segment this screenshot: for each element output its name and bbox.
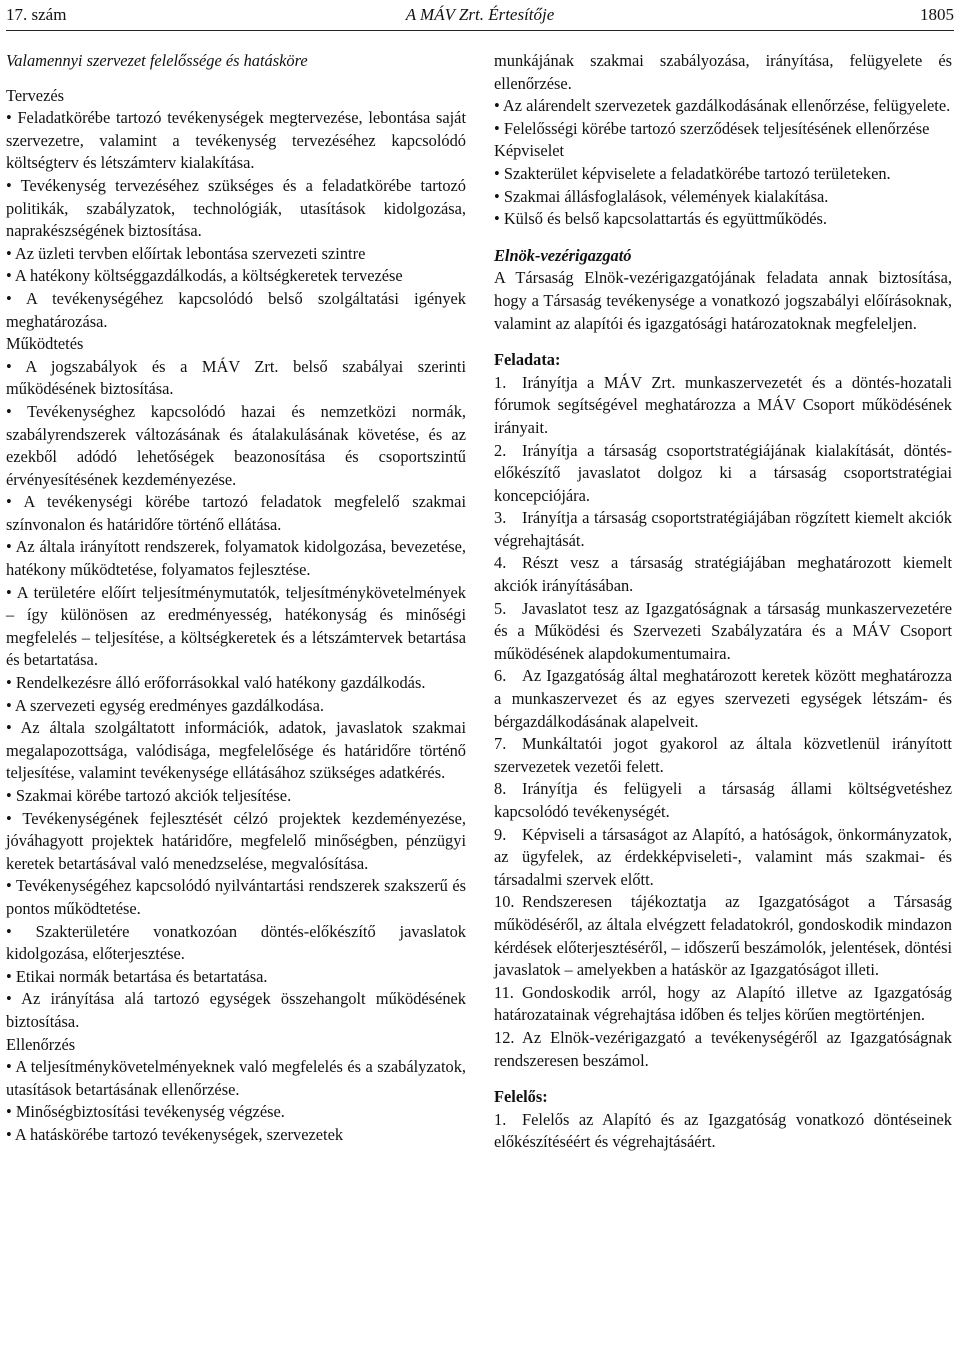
subsection-title: Tervezés [6,85,64,105]
item-text: Képviseli a társaságot az Alapító, a hatóságok, önkormányzatok, az ügyfelek, az érdekképviseleti-, valamint más szakmai- és társadalmi szervek előtt. [494,824,952,889]
subsection-title: Működtetés [6,334,84,354]
spacer [494,231,952,245]
item-text: Gondoskodik arról, hogy az Alapító illetve az Igazgatóság határozatainak végrehajtása időben és teljes körűen megtörténjen. [494,982,952,1025]
section-heading: Valamennyi szervezet felelőssége és hatásköre [6,51,308,70]
item-text: Az Elnök-vezérigazgató a tevékenységéről az Igazgatóságnak rendszeresen beszámol. [494,1027,952,1070]
numbered-item [494,982,952,1027]
section-heading: Feladata: [494,350,561,370]
item-text: Az Igazgatóság által meghatározott keretek között meghatározza a munkaszervezet és az egyes szervezeti egységek létszám- és bérgazdálkodásának alapelveit. [494,666,952,731]
item-number: 9. [494,824,507,844]
paragraph: • Tevékenységéhez kapcsolódó nyilvántartási rendszerek szakszerű és pontos működtetése. [6,876,466,918]
paragraph: A Társaság Elnök-vezérigazgatójának feladata annak biztosítása, hogy a Társaság tevékenysége a vonatkozó jogszabályi előírásoknak, valamint az alapítói és igazgatósági határozatoknak megfeleljen. [494,268,952,333]
paragraph: • Szakmai állásfoglalások, vélemények kialakítása. [494,186,829,206]
item-text: Irányítja és felügyeli a társaság állami költségvetéshez kapcsolódó tevékenységét. [494,779,952,821]
item-number: 7. [494,734,507,754]
right-column [494,50,952,1154]
item-text: Irányítja a társaság csoportstratégiájában rögzített kiemelt akciók végrehajtását. [494,508,952,550]
paragraph: • A teljesítménykövetelményeknek való megfelelés és a szabályzatok, utasítások betartásának ellenőrzése. [6,1057,466,1099]
paragraph: • Tevékenység tervezéséhez szükséges és a feladatkörébe tartozó politikák, szabályzatok, technológiák, utasítások kidolgozása, naprakészségének biztosítása. [6,175,466,241]
item-text: Munkáltatói jogot gyakorol az általa közvetlenül irányított szervezetek vezetői felett. [494,734,952,776]
item-number: 12. [494,1027,515,1047]
left-column [6,50,466,1147]
item-number: 2. [494,440,507,460]
page-number: 1805 [920,5,954,24]
paragraph: • A területére előírt teljesítménymutatók, teljesítménykövetelmények – így különösen az eredményesség, hatékonyság és minőségi megfelelés – teljesítése, a költségkeretek és a létszámtervek betartása és betartatása. [6,582,466,670]
numbered-item [494,824,952,892]
item-text: Javaslatot tesz az Igazgatóságnak a társaság munkaszervezetére és a Működési és Szervezeti Szabályzatára és a MÁV Csoport működésének alapdokumentumaira. [494,598,952,663]
item-text: Irányítja a MÁV Zrt. munkaszervezetét és a döntés-hozatali fórumok segítségével meghatározza a MÁV Csoport működésének irányait. [494,372,952,437]
paragraph: • Külső és belső kapcsolattartás és együttműködés. [494,209,828,229]
paragraph: • A szervezeti egység eredményes gazdálkodása. [6,695,324,715]
header-rule [6,30,954,31]
paragraph: • Tevékenységhez kapcsolódó hazai és nemzetközi normák, szabályrendszerek változásának és átalakulásának követése, és az ezekből adódó lehetőségek beazonosítása és csoportszintű érvényesítésének kezdeményezése. [6,401,466,489]
paragraph: munkájának szakmai szabályozása, irányítása, felügyelete és ellenőrzése. [494,51,952,93]
paragraph: • A tevékenységéhez kapcsolódó belső szolgáltatási igények meghatározása. [6,288,466,331]
spacer [494,1072,952,1086]
section-heading: Felelős: [494,1087,548,1107]
paragraph: • A hatékony költséggazdálkodás, a költségkeretek tervezése [6,266,403,286]
item-number: 11. [494,982,514,1002]
item-number: 8. [494,779,507,799]
numbered-item [494,507,952,552]
paragraph: • Az üzleti tervben előírtak lebontása szervezeti szintre [6,243,366,263]
paragraph: • Etikai normák betartása és betartatása. [6,966,268,986]
paragraph: • Tevékenységének fejlesztését célzó projektek kezdeményezése, jóváhagyott projektek határidőre, megfelelő minőségben, pénzügyi keretek betartásával való menedzselése, megvalósítása. [6,808,466,873]
item-text: Felelős az Alapító és az Igazgatóság vonatkozó döntéseinek előkészítéséért és végrehajtásáért. [494,1109,952,1152]
issue-number: 17. szám [6,5,67,24]
item-text: Részt vesz a társaság stratégiájában meghatározott kiemelt akciók irányításában. [494,553,952,596]
paragraph: • Rendelkezésre álló erőforrásokkal való hatékony gazdálkodás. [6,673,426,693]
numbered-item [494,372,952,440]
item-number: 4. [494,553,507,573]
numbered-item [494,778,952,823]
page-header [6,4,954,28]
paragraph: • Felelősségi körébe tartozó szerződések teljesítésének ellenőrzése [494,118,930,138]
paragraph: • A jogszabályok és a MÁV Zrt. belső szabályai szerinti működésének biztosítása. [6,356,466,399]
paragraph: • Az általa szolgáltatott információk, adatok, javaslatok szakmai megalapozottsága, valódisága, megfelelősége és határidőre történő teljesítése, valamint tevékenysége ellátásához szükséges adatkérés. [6,718,466,783]
spacer [494,335,952,349]
numbered-item [494,665,952,733]
item-text: Irányítja a társaság csoportstratégiájának kialakítását, döntés-előkészítő javaslatot dolgoz ki a társaság csoportstratégiai koncepciójára. [494,440,952,505]
item-number: 10. [494,892,515,912]
journal-title: A MÁV Zrt. Értesítője [405,5,555,24]
numbered-item [494,733,952,778]
subsection-title: Ellenőrzés [6,1034,76,1054]
numbered-item [494,1109,952,1154]
item-number: 6. [494,666,507,686]
subsection-title: Képviselet [494,141,565,161]
paragraph: • A tevékenységi körébe tartozó feladatok megfelelő szakmai színvonalon és határidőre történő ellátása. [6,492,466,534]
paragraph: • Szakterületére vonatkozóan döntés-előkészítő javaslatok kidolgozása, előterjesztése. [6,921,466,964]
paragraph: • Feladatkörébe tartozó tevékenységek megtervezése, lebontása saját szervezetre, valamint a tevékenység tervezéséhez kapcsolódó költségterv és létszámterv kialakítása. [6,108,466,173]
section-heading: Elnök-vezérigazgató [494,245,632,265]
item-number: 1. [494,1109,507,1129]
paragraph: • Szakmai körébe tartozó akciók teljesítése. [6,786,292,805]
numbered-item [494,891,952,981]
paragraph: • Az irányítása alá tartozó egységek összehangolt működésének biztosítása. [6,989,466,1031]
numbered-item [494,598,952,666]
numbered-item [494,1027,952,1072]
item-number: 3. [494,508,507,528]
paragraph: • Szakterület képviselete a feladatkörébe tartozó területeken. [494,163,891,183]
numbered-item [494,552,952,597]
numbered-item [494,440,952,508]
paragraph: • Minőségbiztosítási tevékenység végzése. [6,1102,285,1122]
paragraph: • Az általa irányított rendszerek, folyamatok kidolgozása, bevezetése, hatékony működtetése, folyamatos fejlesztése. [6,537,466,580]
paragraph: • Az alárendelt szervezetek gazdálkodásának ellenőrzése, felügyelete. [494,96,951,116]
item-number: 1. [494,372,507,392]
paragraph: • A hatáskörébe tartozó tevékenységek, szervezetek [6,1124,344,1144]
item-number: 5. [494,598,507,618]
item-text: Rendszeresen tájékoztatja az Igazgatóságot a Társaság működéséről, az általa elvégzett feladatokról, gondoskodik mindazon kérdések előterjesztéséről, – időszerű beszámolók, jelentések, döntési javaslatok – amelyekben a hatáskör az Igazgatóságot illeti. [494,892,952,980]
